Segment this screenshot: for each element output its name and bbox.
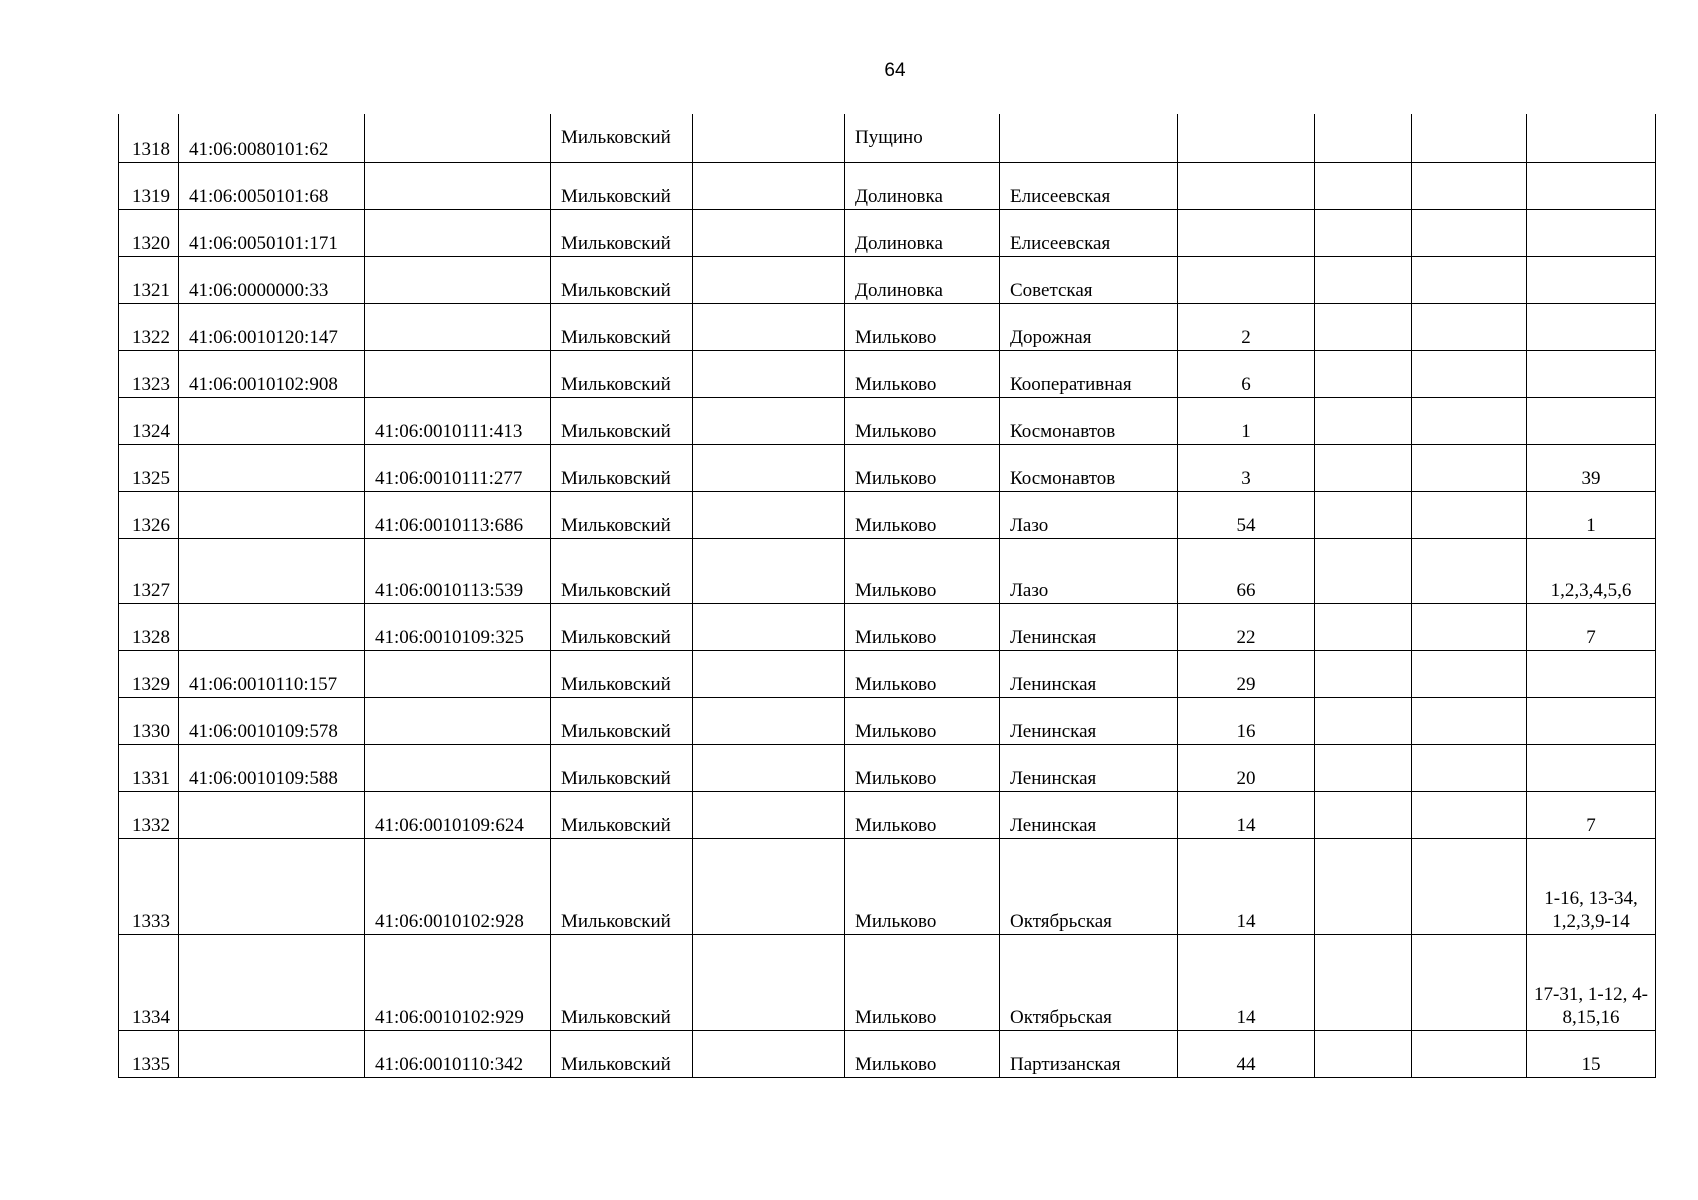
land-cadastral-number-cell: 41:06:0000000:33 — [179, 256, 365, 303]
column-5-cell — [693, 650, 845, 697]
column-9-cell — [1315, 791, 1412, 838]
land-cadastral-number-cell — [179, 603, 365, 650]
building-cadastral-number-cell: 41:06:0010111:413 — [365, 397, 551, 444]
column-5-cell — [693, 162, 845, 209]
apartments-cell — [1527, 114, 1656, 162]
column-5-cell — [693, 1030, 845, 1077]
building-cadastral-number-cell — [365, 256, 551, 303]
apartments-cell — [1527, 697, 1656, 744]
settlement-cell: Долиновка — [845, 256, 1000, 303]
settlement-cell: Долиновка — [845, 209, 1000, 256]
column-9-cell — [1315, 744, 1412, 791]
table-row — [119, 650, 1656, 697]
settlement-cell: Пущино — [845, 114, 1000, 162]
building-cadastral-number-cell: 41:06:0010109:624 — [365, 791, 551, 838]
settlement-cell: Мильково — [845, 934, 1000, 1030]
settlement-cell: Мильково — [845, 697, 1000, 744]
building-cadastral-number-cell: 41:06:0010110:342 — [365, 1030, 551, 1077]
settlement-cell: Мильково — [845, 603, 1000, 650]
land-cadastral-number-cell: 41:06:0010110:157 — [179, 650, 365, 697]
district-cell: Мильковский — [551, 209, 693, 256]
apartments-cell — [1527, 350, 1656, 397]
column-5-cell — [693, 838, 845, 934]
land-cadastral-number-cell: 41:06:0010102:908 — [179, 350, 365, 397]
table-row — [119, 444, 1656, 491]
column-10-cell — [1412, 744, 1527, 791]
table-row — [119, 397, 1656, 444]
column-10-cell — [1412, 650, 1527, 697]
apartments-cell: 1-16, 13-34, 1,2,3,9-14 — [1527, 838, 1656, 934]
land-cadastral-number-cell: 41:06:0050101:68 — [179, 162, 365, 209]
land-cadastral-number-cell: 41:06:0010109:588 — [179, 744, 365, 791]
table-row — [119, 303, 1656, 350]
district-cell: Мильковский — [551, 603, 693, 650]
page-number: 64 — [884, 60, 906, 81]
table-row — [119, 538, 1656, 603]
settlement-cell: Мильково — [845, 838, 1000, 934]
apartments-cell: 15 — [1527, 1030, 1656, 1077]
column-9-cell — [1315, 256, 1412, 303]
district-cell: Мильковский — [551, 444, 693, 491]
apartments-cell — [1527, 397, 1656, 444]
street-cell: Елисеевская — [1000, 209, 1178, 256]
house-number-cell: 14 — [1178, 838, 1315, 934]
street-cell: Советская — [1000, 256, 1178, 303]
apartments-cell — [1527, 256, 1656, 303]
building-cadastral-number-cell: 41:06:0010102:928 — [365, 838, 551, 934]
apartments-cell — [1527, 209, 1656, 256]
column-5-cell — [693, 744, 845, 791]
column-5-cell — [693, 256, 845, 303]
column-10-cell — [1412, 397, 1527, 444]
table-row — [119, 744, 1656, 791]
column-9-cell — [1315, 1030, 1412, 1077]
house-number-cell — [1178, 114, 1315, 162]
district-cell: Мильковский — [551, 697, 693, 744]
house-number-cell: 3 — [1178, 444, 1315, 491]
settlement-cell: Мильково — [845, 1030, 1000, 1077]
column-5-cell — [693, 538, 845, 603]
row-number-cell: 1323 — [119, 350, 179, 397]
building-cadastral-number-cell — [365, 162, 551, 209]
column-9-cell — [1315, 697, 1412, 744]
street-cell: Ленинская — [1000, 744, 1178, 791]
column-10-cell — [1412, 603, 1527, 650]
building-cadastral-number-cell: 41:06:0010113:539 — [365, 538, 551, 603]
land-cadastral-number-cell — [179, 491, 365, 538]
house-number-cell: 44 — [1178, 1030, 1315, 1077]
column-9-cell — [1315, 444, 1412, 491]
land-cadastral-number-cell — [179, 791, 365, 838]
registry-body — [119, 114, 1656, 1077]
settlement-cell: Мильково — [845, 350, 1000, 397]
settlement-cell: Мильково — [845, 538, 1000, 603]
table-row — [119, 603, 1656, 650]
column-9-cell — [1315, 397, 1412, 444]
column-5-cell — [693, 444, 845, 491]
row-number-cell: 1321 — [119, 256, 179, 303]
street-cell: Ленинская — [1000, 603, 1178, 650]
street-cell: Ленинская — [1000, 791, 1178, 838]
column-10-cell — [1412, 697, 1527, 744]
land-cadastral-number-cell: 41:06:0050101:171 — [179, 209, 365, 256]
building-cadastral-number-cell: 41:06:0010111:277 — [365, 444, 551, 491]
land-cadastral-number-cell — [179, 397, 365, 444]
land-cadastral-number-cell: 41:06:0010120:147 — [179, 303, 365, 350]
table-row — [119, 256, 1656, 303]
apartments-cell: 7 — [1527, 791, 1656, 838]
building-cadastral-number-cell — [365, 697, 551, 744]
column-10-cell — [1412, 114, 1527, 162]
street-cell: Ленинская — [1000, 650, 1178, 697]
column-10-cell — [1412, 791, 1527, 838]
column-5-cell — [693, 114, 845, 162]
district-cell: Мильковский — [551, 744, 693, 791]
district-cell: Мильковский — [551, 791, 693, 838]
street-cell: Октябрьская — [1000, 838, 1178, 934]
row-number-cell: 1332 — [119, 791, 179, 838]
column-9-cell — [1315, 934, 1412, 1030]
building-cadastral-number-cell — [365, 350, 551, 397]
district-cell: Мильковский — [551, 350, 693, 397]
street-cell: Елисеевская — [1000, 162, 1178, 209]
district-cell: Мильковский — [551, 397, 693, 444]
land-cadastral-number-cell — [179, 838, 365, 934]
street-cell: Лазо — [1000, 538, 1178, 603]
column-10-cell — [1412, 256, 1527, 303]
settlement-cell: Мильково — [845, 650, 1000, 697]
row-number-cell: 1330 — [119, 697, 179, 744]
street-cell: Космонавтов — [1000, 397, 1178, 444]
apartments-cell: 1 — [1527, 491, 1656, 538]
row-number-cell: 1325 — [119, 444, 179, 491]
land-cadastral-number-cell: 41:06:0010109:578 — [179, 697, 365, 744]
column-10-cell — [1412, 1030, 1527, 1077]
settlement-cell: Мильково — [845, 791, 1000, 838]
column-10-cell — [1412, 491, 1527, 538]
row-number-cell: 1320 — [119, 209, 179, 256]
apartments-cell — [1527, 162, 1656, 209]
district-cell: Мильковский — [551, 114, 693, 162]
land-cadastral-number-cell — [179, 934, 365, 1030]
table-row — [119, 697, 1656, 744]
house-number-cell: 20 — [1178, 744, 1315, 791]
district-cell: Мильковский — [551, 491, 693, 538]
street-cell: Лазо — [1000, 491, 1178, 538]
column-5-cell — [693, 209, 845, 256]
column-10-cell — [1412, 934, 1527, 1030]
building-cadastral-number-cell — [365, 744, 551, 791]
column-9-cell — [1315, 491, 1412, 538]
column-5-cell — [693, 491, 845, 538]
building-cadastral-number-cell — [365, 209, 551, 256]
house-number-cell: 54 — [1178, 491, 1315, 538]
row-number-cell: 1335 — [119, 1030, 179, 1077]
apartments-cell — [1527, 650, 1656, 697]
column-9-cell — [1315, 209, 1412, 256]
column-5-cell — [693, 303, 845, 350]
column-9-cell — [1315, 538, 1412, 603]
house-number-cell: 14 — [1178, 791, 1315, 838]
column-5-cell — [693, 350, 845, 397]
column-9-cell — [1315, 350, 1412, 397]
house-number-cell — [1178, 256, 1315, 303]
table-row — [119, 934, 1656, 1030]
column-10-cell — [1412, 209, 1527, 256]
table-row — [119, 350, 1656, 397]
column-9-cell — [1315, 650, 1412, 697]
house-number-cell — [1178, 209, 1315, 256]
column-10-cell — [1412, 838, 1527, 934]
street-cell: Ленинская — [1000, 697, 1178, 744]
house-number-cell: 16 — [1178, 697, 1315, 744]
apartments-cell — [1527, 303, 1656, 350]
building-cadastral-number-cell — [365, 114, 551, 162]
land-cadastral-number-cell — [179, 1030, 365, 1077]
district-cell: Мильковский — [551, 162, 693, 209]
column-5-cell — [693, 934, 845, 1030]
land-cadastral-number-cell — [179, 444, 365, 491]
settlement-cell: Мильково — [845, 744, 1000, 791]
house-number-cell: 14 — [1178, 934, 1315, 1030]
column-5-cell — [693, 397, 845, 444]
table-row — [119, 838, 1656, 934]
building-cadastral-number-cell — [365, 303, 551, 350]
district-cell: Мильковский — [551, 256, 693, 303]
district-cell: Мильковский — [551, 538, 693, 603]
table-row — [119, 491, 1656, 538]
column-9-cell — [1315, 603, 1412, 650]
row-number-cell: 1331 — [119, 744, 179, 791]
house-number-cell: 66 — [1178, 538, 1315, 603]
table-row — [119, 162, 1656, 209]
row-number-cell: 1328 — [119, 603, 179, 650]
column-10-cell — [1412, 350, 1527, 397]
settlement-cell: Мильково — [845, 491, 1000, 538]
apartments-cell: 7 — [1527, 603, 1656, 650]
column-5-cell — [693, 603, 845, 650]
column-5-cell — [693, 791, 845, 838]
row-number-cell: 1326 — [119, 491, 179, 538]
settlement-cell: Долиновка — [845, 162, 1000, 209]
district-cell: Мильковский — [551, 303, 693, 350]
column-9-cell — [1315, 162, 1412, 209]
building-cadastral-number-cell: 41:06:0010113:686 — [365, 491, 551, 538]
row-number-cell: 1334 — [119, 934, 179, 1030]
column-10-cell — [1412, 303, 1527, 350]
settlement-cell: Мильково — [845, 397, 1000, 444]
column-9-cell — [1315, 114, 1412, 162]
row-number-cell: 1319 — [119, 162, 179, 209]
table-row — [119, 209, 1656, 256]
column-10-cell — [1412, 538, 1527, 603]
column-10-cell — [1412, 162, 1527, 209]
land-cadastral-number-cell — [179, 538, 365, 603]
street-cell: Партизанская — [1000, 1030, 1178, 1077]
column-9-cell — [1315, 303, 1412, 350]
apartments-cell: 17-31, 1-12, 4-8,15,16 — [1527, 934, 1656, 1030]
column-5-cell — [693, 697, 845, 744]
column-10-cell — [1412, 444, 1527, 491]
settlement-cell: Мильково — [845, 303, 1000, 350]
district-cell: Мильковский — [551, 1030, 693, 1077]
house-number-cell: 6 — [1178, 350, 1315, 397]
row-number-cell: 1318 — [119, 114, 179, 162]
street-cell — [1000, 114, 1178, 162]
house-number-cell: 29 — [1178, 650, 1315, 697]
street-cell: Кооперативная — [1000, 350, 1178, 397]
row-number-cell: 1327 — [119, 538, 179, 603]
apartments-cell: 1,2,3,4,5,6 — [1527, 538, 1656, 603]
row-number-cell: 1329 — [119, 650, 179, 697]
registry-table — [118, 114, 1656, 1078]
house-number-cell: 1 — [1178, 397, 1315, 444]
column-9-cell — [1315, 838, 1412, 934]
table-row — [119, 791, 1656, 838]
building-cadastral-number-cell — [365, 650, 551, 697]
house-number-cell: 22 — [1178, 603, 1315, 650]
building-cadastral-number-cell: 41:06:0010102:929 — [365, 934, 551, 1030]
building-cadastral-number-cell: 41:06:0010109:325 — [365, 603, 551, 650]
street-cell: Октябрьская — [1000, 934, 1178, 1030]
settlement-cell: Мильково — [845, 444, 1000, 491]
street-cell: Космонавтов — [1000, 444, 1178, 491]
row-number-cell: 1324 — [119, 397, 179, 444]
district-cell: Мильковский — [551, 934, 693, 1030]
street-cell: Дорожная — [1000, 303, 1178, 350]
row-number-cell: 1333 — [119, 838, 179, 934]
house-number-cell — [1178, 162, 1315, 209]
apartments-cell: 39 — [1527, 444, 1656, 491]
district-cell: Мильковский — [551, 650, 693, 697]
row-number-cell: 1322 — [119, 303, 179, 350]
table-row — [119, 114, 1656, 162]
land-cadastral-number-cell: 41:06:0080101:62 — [179, 114, 365, 162]
district-cell: Мильковский — [551, 838, 693, 934]
apartments-cell — [1527, 744, 1656, 791]
house-number-cell: 2 — [1178, 303, 1315, 350]
table-row — [119, 1030, 1656, 1077]
